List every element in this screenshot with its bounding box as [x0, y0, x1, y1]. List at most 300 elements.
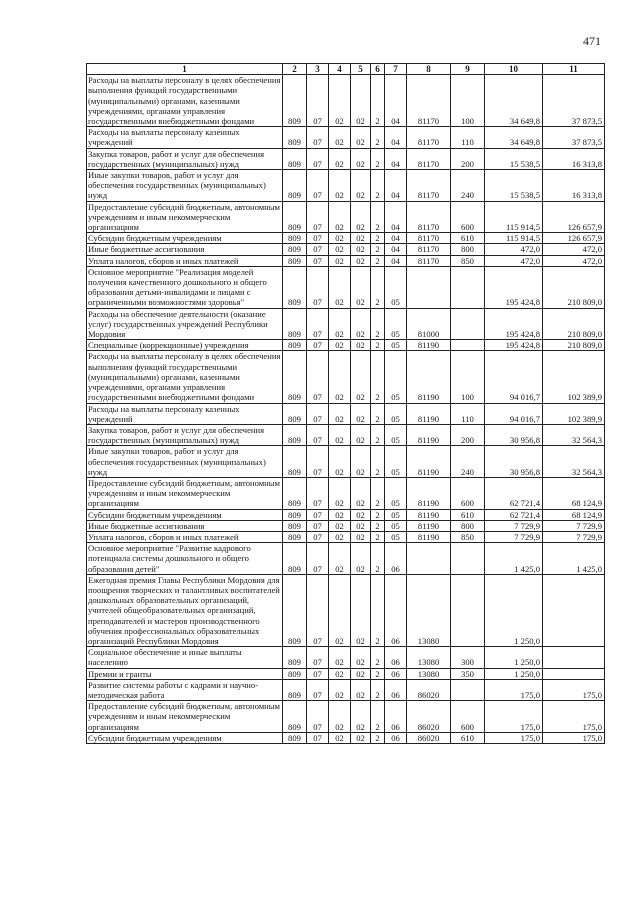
- row-cs4-col: 81190: [407, 509, 451, 520]
- row-rz-col: 07: [307, 340, 329, 351]
- row-amount2-col: 7 729,9: [543, 520, 605, 531]
- row-amount2-col: 472,0: [543, 255, 605, 266]
- row-cs1-col: 02: [351, 668, 371, 679]
- row-cs3-col: 05: [385, 509, 407, 520]
- table-body: [87, 75, 605, 744]
- row-cs4-col: 81190: [407, 531, 451, 542]
- row-vr-col: 200: [451, 424, 485, 445]
- row-rz-col: 07: [307, 201, 329, 233]
- row-amount2-col: 126 657,9: [543, 233, 605, 244]
- row-gr-col: 809: [283, 574, 307, 646]
- row-description: Расходы на выплаты персоналу в целях обеспечения выполнения функций государственными (муниципальными) органами, казенными учреждениями, органами управления государственными внебюджетными фондами: [87, 351, 283, 403]
- column-header-6: 6: [371, 64, 385, 75]
- row-vr-col: 110: [451, 127, 485, 148]
- row-pr-col: 02: [329, 233, 351, 244]
- row-rz-col: 07: [307, 233, 329, 244]
- row-cs2-col: 2: [371, 531, 385, 542]
- row-amount2-col: 102 389,9: [543, 351, 605, 403]
- row-cs4-col: 81170: [407, 127, 451, 148]
- row-cs4-col: 81190: [407, 340, 451, 351]
- row-amount2-col: [543, 647, 605, 668]
- row-gr-col: 809: [283, 509, 307, 520]
- row-cs4-col: 13080: [407, 574, 451, 646]
- row-cs4-col: 81000: [407, 308, 451, 340]
- row-vr-col: [451, 543, 485, 575]
- row-rz-col: 07: [307, 424, 329, 445]
- row-rz-col: 07: [307, 308, 329, 340]
- row-cs4-col: 81170: [407, 233, 451, 244]
- row-description: Расходы на выплаты персоналу в целях обеспечения выполнения функций государственными (муниципальными) органами, казенными учреждениями, органами управления государственными внебюджетными фондами: [87, 75, 283, 127]
- table-row: [87, 679, 605, 700]
- row-vr-col: 610: [451, 509, 485, 520]
- table-row: [87, 701, 605, 733]
- row-rz-col: 07: [307, 732, 329, 743]
- table-row: [87, 127, 605, 148]
- row-description: Расходы на обеспечение деятельности (оказание услуг) государственных учреждений Республики Мордовия: [87, 308, 283, 340]
- row-gr-col: 809: [283, 668, 307, 679]
- row-vr-col: 240: [451, 170, 485, 202]
- row-gr-col: 809: [283, 340, 307, 351]
- row-amount2-col: 37 873,5: [543, 127, 605, 148]
- table-row: [87, 732, 605, 743]
- row-cs2-col: 2: [371, 308, 385, 340]
- row-gr-col: 809: [283, 75, 307, 127]
- row-description: Развитие системы работы с кадрами и научно-методическая работа: [87, 679, 283, 700]
- row-cs1-col: 02: [351, 255, 371, 266]
- row-amount-col: 94 016,7: [485, 403, 543, 424]
- row-description: Премии и гранты: [87, 668, 283, 679]
- row-cs2-col: 2: [371, 509, 385, 520]
- row-vr-col: 610: [451, 732, 485, 743]
- table-row: [87, 531, 605, 542]
- row-vr-col: 110: [451, 403, 485, 424]
- row-description: Расходы на выплаты персоналу казенных учреждений: [87, 127, 283, 148]
- row-cs1-col: 02: [351, 244, 371, 255]
- row-cs4-col: 81190: [407, 403, 451, 424]
- row-gr-col: 809: [283, 424, 307, 445]
- row-cs1-col: 02: [351, 233, 371, 244]
- row-pr-col: 02: [329, 701, 351, 733]
- row-gr-col: 809: [283, 233, 307, 244]
- table-row: [87, 509, 605, 520]
- row-cs4-col: 86020: [407, 679, 451, 700]
- row-cs4-col: 81190: [407, 477, 451, 509]
- row-amount2-col: 16 313,8: [543, 170, 605, 202]
- row-description: Предоставление субсидий бюджетным, автономным учреждениям и иным некоммерческим организациям: [87, 477, 283, 509]
- row-rz-col: 07: [307, 266, 329, 308]
- row-cs4-col: 81190: [407, 424, 451, 445]
- row-description: Предоставление субсидий бюджетным, автономным учреждениям и иным некоммерческим организациям: [87, 701, 283, 733]
- row-amount-col: 62 721,4: [485, 477, 543, 509]
- row-cs2-col: 2: [371, 477, 385, 509]
- row-gr-col: 809: [283, 351, 307, 403]
- row-gr-col: 809: [283, 127, 307, 148]
- row-gr-col: 809: [283, 201, 307, 233]
- table-row: [87, 148, 605, 169]
- row-amount-col: 1 250,0: [485, 647, 543, 668]
- row-cs3-col: 05: [385, 424, 407, 445]
- row-cs4-col: 81170: [407, 201, 451, 233]
- row-cs2-col: 2: [371, 520, 385, 531]
- row-description: Уплата налогов, сборов и иных платежей: [87, 531, 283, 542]
- row-amount-col: 472,0: [485, 255, 543, 266]
- row-cs3-col: 04: [385, 75, 407, 127]
- row-rz-col: 07: [307, 403, 329, 424]
- row-cs4-col: 81170: [407, 244, 451, 255]
- row-cs3-col: 05: [385, 340, 407, 351]
- row-pr-col: 02: [329, 679, 351, 700]
- row-rz-col: 07: [307, 647, 329, 668]
- row-vr-col: 300: [451, 647, 485, 668]
- row-rz-col: 07: [307, 509, 329, 520]
- row-rz-col: 07: [307, 679, 329, 700]
- row-pr-col: 02: [329, 446, 351, 478]
- row-cs3-col: 04: [385, 127, 407, 148]
- row-gr-col: 809: [283, 732, 307, 743]
- row-amount2-col: 210 809,0: [543, 266, 605, 308]
- row-pr-col: 02: [329, 424, 351, 445]
- page-number: 471: [583, 34, 601, 48]
- row-amount-col: 7 729,9: [485, 531, 543, 542]
- table-row: [87, 266, 605, 308]
- row-pr-col: 02: [329, 477, 351, 509]
- row-pr-col: 02: [329, 732, 351, 743]
- row-cs1-col: 02: [351, 732, 371, 743]
- row-cs4-col: 81170: [407, 170, 451, 202]
- row-description: Субсидии бюджетным учреждениям: [87, 233, 283, 244]
- row-gr-col: 809: [283, 701, 307, 733]
- row-cs3-col: 04: [385, 255, 407, 266]
- row-cs3-col: 05: [385, 308, 407, 340]
- row-amount-col: 195 424,8: [485, 266, 543, 308]
- row-vr-col: 610: [451, 233, 485, 244]
- row-vr-col: 850: [451, 255, 485, 266]
- row-pr-col: 02: [329, 574, 351, 646]
- row-cs2-col: 2: [371, 127, 385, 148]
- row-cs2-col: 2: [371, 201, 385, 233]
- row-cs3-col: 04: [385, 201, 407, 233]
- row-description: Основное мероприятие "Реализация моделей получения качественного дошкольного и общего образования детьми-инвалидами и лицами с ограниченными возможностями здоровья": [87, 266, 283, 308]
- row-cs2-col: 2: [371, 75, 385, 127]
- row-amount2-col: 126 657,9: [543, 201, 605, 233]
- row-cs2-col: 2: [371, 574, 385, 646]
- row-cs1-col: 02: [351, 543, 371, 575]
- row-cs2-col: 2: [371, 233, 385, 244]
- row-gr-col: 809: [283, 679, 307, 700]
- row-cs3-col: 05: [385, 351, 407, 403]
- row-gr-col: 809: [283, 148, 307, 169]
- row-cs1-col: 02: [351, 647, 371, 668]
- row-amount-col: 30 956,8: [485, 446, 543, 478]
- row-cs1-col: 02: [351, 574, 371, 646]
- row-gr-col: 809: [283, 543, 307, 575]
- row-vr-col: 100: [451, 75, 485, 127]
- row-vr-col: [451, 574, 485, 646]
- row-cs2-col: 2: [371, 255, 385, 266]
- table-row: [87, 477, 605, 509]
- row-vr-col: 200: [451, 148, 485, 169]
- row-cs1-col: 02: [351, 201, 371, 233]
- row-cs3-col: 05: [385, 446, 407, 478]
- table-row: [87, 75, 605, 127]
- row-cs1-col: 02: [351, 308, 371, 340]
- table-row: [87, 668, 605, 679]
- row-pr-col: 02: [329, 148, 351, 169]
- row-cs2-col: 2: [371, 266, 385, 308]
- row-rz-col: 07: [307, 701, 329, 733]
- row-rz-col: 07: [307, 255, 329, 266]
- row-amount2-col: 175,0: [543, 679, 605, 700]
- row-cs2-col: 2: [371, 351, 385, 403]
- row-pr-col: 02: [329, 170, 351, 202]
- row-description: Предоставление субсидий бюджетным, автономным учреждениям и иным некоммерческим организациям: [87, 201, 283, 233]
- row-cs4-col: 86020: [407, 732, 451, 743]
- row-gr-col: 809: [283, 531, 307, 542]
- budget-table: [86, 63, 605, 744]
- row-vr-col: [451, 679, 485, 700]
- row-cs3-col: 06: [385, 679, 407, 700]
- row-rz-col: 07: [307, 148, 329, 169]
- row-description: Закупка товаров, работ и услуг для обеспечения государственных (муниципальных) нужд: [87, 148, 283, 169]
- row-pr-col: 02: [329, 308, 351, 340]
- row-rz-col: 07: [307, 127, 329, 148]
- row-gr-col: 809: [283, 266, 307, 308]
- table-row: [87, 233, 605, 244]
- row-pr-col: 02: [329, 201, 351, 233]
- row-cs2-col: 2: [371, 340, 385, 351]
- row-pr-col: 02: [329, 520, 351, 531]
- row-amount-col: 34 649,8: [485, 127, 543, 148]
- row-pr-col: 02: [329, 531, 351, 542]
- row-cs4-col: 81170: [407, 148, 451, 169]
- row-cs3-col: 05: [385, 403, 407, 424]
- row-description: Основное мероприятие "Развитие кадрового потенциала системы дошкольного и общего образования детей": [87, 543, 283, 575]
- row-amount-col: 15 538,5: [485, 170, 543, 202]
- column-header-8: 8: [407, 64, 451, 75]
- row-cs1-col: 02: [351, 266, 371, 308]
- table-row: [87, 446, 605, 478]
- header-row: [87, 64, 605, 75]
- row-gr-col: 809: [283, 477, 307, 509]
- row-rz-col: 07: [307, 446, 329, 478]
- row-vr-col: 850: [451, 531, 485, 542]
- row-description: Ежегодная премия Главы Республики Мордовия для поощрения творческих и талантливых воспитателей дошкольных образовательных организаций, учителей общеобразовательных организаций, преподавателей и мастеров производственного обучения профессиональных образовательных организаций Республики Мордовия: [87, 574, 283, 646]
- row-gr-col: 809: [283, 255, 307, 266]
- row-cs3-col: 06: [385, 732, 407, 743]
- row-amount2-col: 472,0: [543, 244, 605, 255]
- row-vr-col: 600: [451, 201, 485, 233]
- row-cs1-col: 02: [351, 531, 371, 542]
- row-cs3-col: 06: [385, 574, 407, 646]
- row-description: Закупка товаров, работ и услуг для обеспечения государственных (муниципальных) нужд: [87, 424, 283, 445]
- row-description: Иные закупки товаров, работ и услуг для обеспечения государственных (муниципальных) нужд: [87, 170, 283, 202]
- row-gr-col: 809: [283, 520, 307, 531]
- row-amount-col: 195 424,8: [485, 308, 543, 340]
- row-rz-col: 07: [307, 244, 329, 255]
- table-row: [87, 201, 605, 233]
- row-gr-col: 809: [283, 244, 307, 255]
- table-row: [87, 244, 605, 255]
- row-cs2-col: 2: [371, 647, 385, 668]
- row-cs2-col: 2: [371, 668, 385, 679]
- row-amount2-col: 32 564,3: [543, 424, 605, 445]
- row-cs3-col: 04: [385, 244, 407, 255]
- column-header-5: 5: [351, 64, 371, 75]
- row-pr-col: 02: [329, 266, 351, 308]
- row-amount2-col: 175,0: [543, 701, 605, 733]
- column-header-11: 11: [543, 64, 605, 75]
- row-description: Субсидии бюджетным учреждениям: [87, 732, 283, 743]
- row-cs1-col: 02: [351, 351, 371, 403]
- row-cs1-col: 02: [351, 477, 371, 509]
- row-amount-col: 115 914,5: [485, 233, 543, 244]
- row-pr-col: 02: [329, 543, 351, 575]
- table-row: [87, 403, 605, 424]
- column-header-1: 1: [87, 64, 283, 75]
- row-description: Иные бюджетные ассигнования: [87, 520, 283, 531]
- row-vr-col: [451, 340, 485, 351]
- row-vr-col: [451, 266, 485, 308]
- row-rz-col: 07: [307, 75, 329, 127]
- row-description: Расходы на выплаты персоналу казенных учреждений: [87, 403, 283, 424]
- row-cs4-col: [407, 543, 451, 575]
- row-cs2-col: 2: [371, 403, 385, 424]
- row-cs3-col: 05: [385, 531, 407, 542]
- row-amount2-col: 68 124,9: [543, 509, 605, 520]
- table-header: [87, 64, 605, 75]
- row-rz-col: 07: [307, 574, 329, 646]
- row-amount2-col: [543, 668, 605, 679]
- row-cs4-col: 81170: [407, 75, 451, 127]
- row-rz-col: 07: [307, 170, 329, 202]
- row-vr-col: 100: [451, 351, 485, 403]
- row-rz-col: 07: [307, 477, 329, 509]
- row-amount-col: 175,0: [485, 701, 543, 733]
- row-amount-col: 195 424,8: [485, 340, 543, 351]
- row-pr-col: 02: [329, 668, 351, 679]
- row-amount-col: 1 250,0: [485, 574, 543, 646]
- row-cs1-col: 02: [351, 679, 371, 700]
- row-cs3-col: 04: [385, 233, 407, 244]
- row-amount2-col: 175,0: [543, 732, 605, 743]
- row-rz-col: 07: [307, 520, 329, 531]
- row-gr-col: 809: [283, 308, 307, 340]
- row-cs3-col: 05: [385, 477, 407, 509]
- row-cs3-col: 05: [385, 520, 407, 531]
- table-row: [87, 351, 605, 403]
- row-amount2-col: 210 809,0: [543, 308, 605, 340]
- row-amount2-col: 37 873,5: [543, 75, 605, 127]
- row-description: Социальное обеспечение и иные выплаты населению: [87, 647, 283, 668]
- row-pr-col: 02: [329, 75, 351, 127]
- row-amount-col: 175,0: [485, 679, 543, 700]
- row-amount2-col: 1 425,0: [543, 543, 605, 575]
- row-amount-col: 115 914,5: [485, 201, 543, 233]
- row-cs2-col: 2: [371, 424, 385, 445]
- row-rz-col: 07: [307, 531, 329, 542]
- row-vr-col: 800: [451, 520, 485, 531]
- row-cs1-col: 02: [351, 701, 371, 733]
- row-cs1-col: 02: [351, 127, 371, 148]
- row-pr-col: 02: [329, 403, 351, 424]
- row-cs1-col: 02: [351, 509, 371, 520]
- row-amount-col: 1 250,0: [485, 668, 543, 679]
- column-header-10: 10: [485, 64, 543, 75]
- row-description: Иные закупки товаров, работ и услуг для обеспечения государственных (муниципальных) нужд: [87, 446, 283, 478]
- row-amount-col: 1 425,0: [485, 543, 543, 575]
- row-vr-col: 240: [451, 446, 485, 478]
- row-amount2-col: 7 729,9: [543, 531, 605, 542]
- row-cs3-col: 05: [385, 266, 407, 308]
- row-amount2-col: 102 389,9: [543, 403, 605, 424]
- table-row: [87, 543, 605, 575]
- row-description: Иные бюджетные ассигнования: [87, 244, 283, 255]
- row-cs3-col: 06: [385, 543, 407, 575]
- row-pr-col: 02: [329, 244, 351, 255]
- row-pr-col: 02: [329, 340, 351, 351]
- row-vr-col: 600: [451, 477, 485, 509]
- table-row: [87, 308, 605, 340]
- row-amount-col: 34 649,8: [485, 75, 543, 127]
- row-cs3-col: 06: [385, 701, 407, 733]
- row-amount-col: 62 721,4: [485, 509, 543, 520]
- row-amount-col: 30 956,8: [485, 424, 543, 445]
- row-cs4-col: 81190: [407, 520, 451, 531]
- row-vr-col: [451, 308, 485, 340]
- column-header-7: 7: [385, 64, 407, 75]
- row-cs1-col: 02: [351, 340, 371, 351]
- row-cs2-col: 2: [371, 244, 385, 255]
- row-pr-col: 02: [329, 647, 351, 668]
- row-gr-col: 809: [283, 403, 307, 424]
- column-header-4: 4: [329, 64, 351, 75]
- row-cs2-col: 2: [371, 148, 385, 169]
- row-pr-col: 02: [329, 509, 351, 520]
- column-header-3: 3: [307, 64, 329, 75]
- row-rz-col: 07: [307, 668, 329, 679]
- row-cs1-col: 02: [351, 424, 371, 445]
- table-row: [87, 340, 605, 351]
- row-cs4-col: [407, 266, 451, 308]
- row-cs1-col: 02: [351, 520, 371, 531]
- row-rz-col: 07: [307, 351, 329, 403]
- row-cs4-col: 81170: [407, 255, 451, 266]
- row-cs3-col: 06: [385, 668, 407, 679]
- row-pr-col: 02: [329, 255, 351, 266]
- row-cs3-col: 06: [385, 647, 407, 668]
- column-header-2: 2: [283, 64, 307, 75]
- row-cs2-col: 2: [371, 446, 385, 478]
- row-cs4-col: 81190: [407, 351, 451, 403]
- row-cs4-col: 81190: [407, 446, 451, 478]
- row-gr-col: 809: [283, 170, 307, 202]
- row-cs4-col: 13080: [407, 668, 451, 679]
- row-cs2-col: 2: [371, 543, 385, 575]
- row-cs4-col: 86020: [407, 701, 451, 733]
- table-row: [87, 574, 605, 646]
- row-pr-col: 02: [329, 351, 351, 403]
- row-amount2-col: 210 809,0: [543, 340, 605, 351]
- row-cs2-col: 2: [371, 732, 385, 743]
- row-description: Уплата налогов, сборов и иных платежей: [87, 255, 283, 266]
- row-amount-col: 15 538,5: [485, 148, 543, 169]
- table-row: [87, 647, 605, 668]
- table-row: [87, 424, 605, 445]
- row-amount2-col: 32 564,3: [543, 446, 605, 478]
- row-amount-col: 7 729,9: [485, 520, 543, 531]
- row-cs2-col: 2: [371, 701, 385, 733]
- row-pr-col: 02: [329, 127, 351, 148]
